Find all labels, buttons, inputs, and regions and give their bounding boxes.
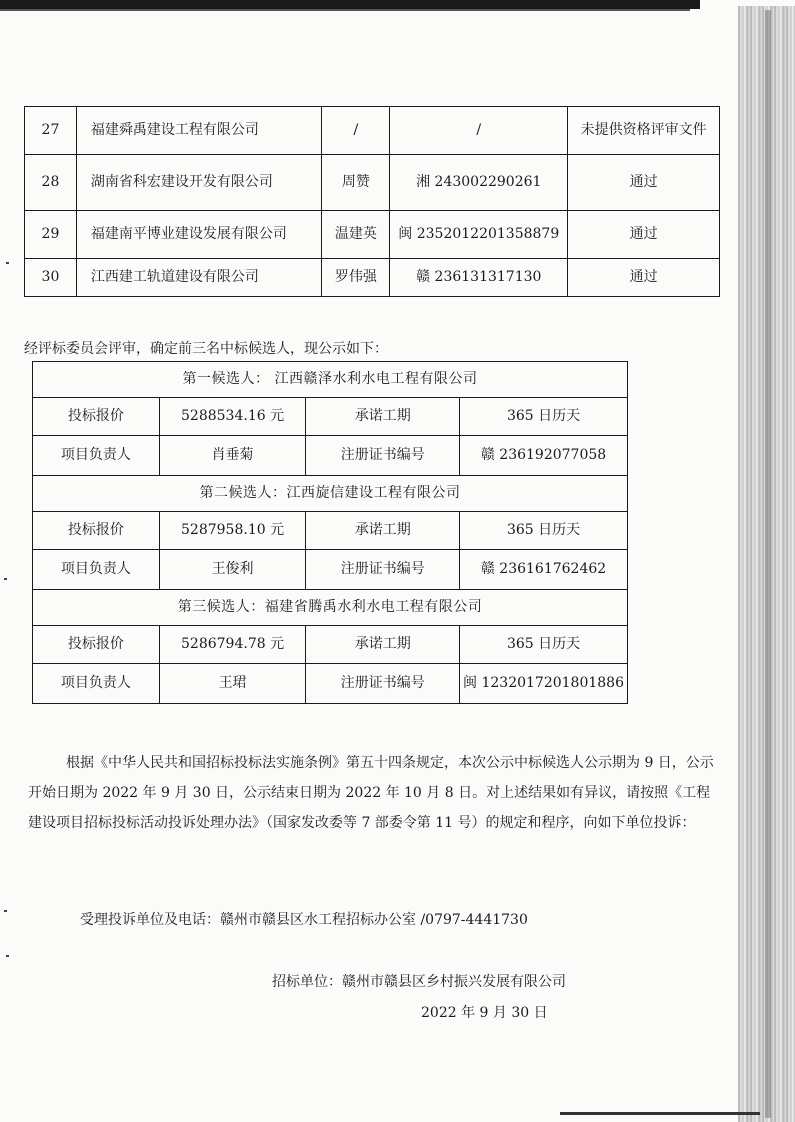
manager-label: 项目负责人 (33, 664, 160, 704)
bid-price-label: 投标报价 (33, 512, 160, 550)
notice-date: 2022 年 9 月 30 日 (421, 1005, 548, 1021)
notice-paragraph: 根据《中华人民共和国招标投标法实施条例》第五十四条规定，本次公示中标候选人公示期为 9 日，公示开始日期为 2022 年 9 月 30 日，公示结束日期为 2022 年 10 月 8 日。对上述结果如有异议，请按照《工程建设项目招标投标活动投诉处理办法》（国家发改委等 7 部委令第 11 号）的规定和程序，向如下单位投诉： (28, 755, 714, 831)
scan-speck (4, 910, 7, 912)
project-manager: / (322, 107, 390, 155)
candidate-title: 第一候选人： 江西赣泽水利水电工程有限公司 (33, 362, 628, 398)
manager-label: 项目负责人 (33, 436, 160, 476)
candidate-header-row (33, 590, 628, 626)
company-name: 江西建工轨道建设有限公司 (76, 259, 322, 297)
table-row (33, 512, 628, 550)
review-result: 未提供资格评审文件 (568, 107, 720, 155)
table-row (33, 550, 628, 590)
project-manager: 温建英 (322, 211, 390, 259)
bid-price-value: 5286794.78 元 (159, 626, 306, 664)
duration-label: 承诺工期 (306, 398, 460, 436)
qualification-results-table (24, 106, 720, 297)
review-result: 通过 (568, 155, 720, 211)
cert-value: 赣 236161762462 (460, 550, 628, 590)
certificate-number: 赣 236131317130 (390, 259, 568, 297)
bid-price-value: 5288534.16 元 (159, 398, 306, 436)
review-result: 通过 (568, 259, 720, 297)
table-row (25, 155, 720, 211)
table-row (33, 436, 628, 476)
table-row (25, 211, 720, 259)
table-row (33, 626, 628, 664)
scan-edge-bottom (560, 1112, 760, 1115)
manager-value: 肖垂菊 (159, 436, 306, 476)
row-number: 28 (25, 155, 77, 211)
review-result: 通过 (568, 211, 720, 259)
candidate-title: 第二候选人：江西旋信建设工程有限公司 (33, 476, 628, 512)
row-number: 27 (25, 107, 77, 155)
table-row (25, 259, 720, 297)
bid-price-label: 投标报价 (33, 626, 160, 664)
table-row (33, 398, 628, 436)
manager-value: 王珺 (159, 664, 306, 704)
manager-label: 项目负责人 (33, 550, 160, 590)
project-manager: 罗伟强 (322, 259, 390, 297)
cert-label: 注册证书编号 (306, 436, 460, 476)
bid-price-label: 投标报价 (33, 398, 160, 436)
candidate-title: 第三候选人：福建省腾禹水利水电工程有限公司 (33, 590, 628, 626)
scan-speck (6, 955, 9, 957)
candidates-intro: 经评标委员会评审，确定前三名中标候选人，现公示如下： (24, 341, 388, 357)
project-manager: 周赞 (322, 155, 390, 211)
candidate-header-row (33, 476, 628, 512)
manager-value: 王俊利 (159, 550, 306, 590)
cert-label: 注册证书编号 (306, 664, 460, 704)
candidates-table (32, 361, 628, 704)
duration-value: 365 日历天 (460, 626, 628, 664)
scan-speck (6, 262, 9, 264)
duration-label: 承诺工期 (306, 626, 460, 664)
certificate-number: 湘 243002290261 (390, 155, 568, 211)
table-row (33, 664, 628, 704)
duration-value: 365 日历天 (460, 512, 628, 550)
scan-speck (4, 578, 7, 580)
table-row (25, 107, 720, 155)
duration-label: 承诺工期 (306, 512, 460, 550)
company-name: 湖南省科宏建设开发有限公司 (76, 155, 322, 211)
scan-edge-right-line (765, 10, 771, 1118)
company-name: 福建南平博业建设发展有限公司 (76, 211, 322, 259)
cert-label: 注册证书编号 (306, 550, 460, 590)
cert-value: 闽 1232017201801886 (460, 664, 628, 704)
company-name: 福建舜禹建设工程有限公司 (76, 107, 322, 155)
scan-edge-top (0, 0, 700, 9)
duration-value: 365 日历天 (460, 398, 628, 436)
candidate-header-row (33, 362, 628, 398)
row-number: 29 (25, 211, 77, 259)
bid-price-value: 5287958.10 元 (159, 512, 306, 550)
cert-value: 赣 236192077058 (460, 436, 628, 476)
complaint-contact: 受理投诉单位及电话：赣州市赣县区水工程招标办公室 /0797-4441730 (80, 912, 528, 928)
scan-edge-top-shadow (0, 9, 690, 11)
certificate-number: / (390, 107, 568, 155)
row-number: 30 (25, 259, 77, 297)
certificate-number: 闽 2352012201358879 (390, 211, 568, 259)
tenderer-unit: 招标单位：赣州市赣县区乡村振兴发展有限公司 (272, 974, 566, 990)
